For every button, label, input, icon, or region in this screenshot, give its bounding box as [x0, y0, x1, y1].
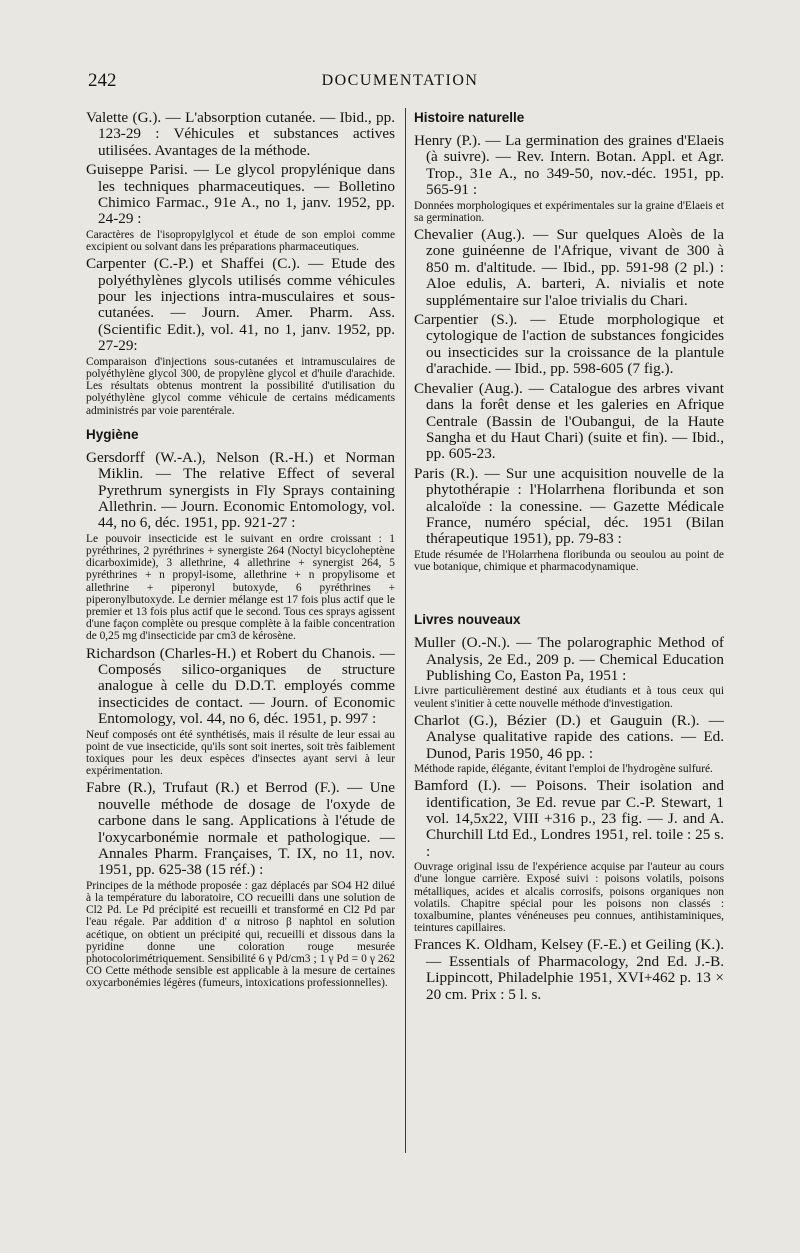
entry-citation: Chevalier (Aug.). — Sur quelques Aloès de la zone guinéenne de l'Afrique, vivant de 300 à 850 m. d'altitude. — Ibid., pp. 591-98 (2 pl.) : Aloe edulis, A. barteri, A. nivialis et note supplémentaire sur l'aloe trivialis du Chari. — [414, 226, 724, 309]
entry-summary: Livre particulièrement destiné aux étudiants et à tous ceux qui veulent s'initier à cette nouvelle méthode d'investigation. — [414, 685, 724, 710]
bibliography-entry — [86, 110, 395, 159]
entry-summary: Ouvrage original issu de l'expérience acquise par l'auteur au cours d'une longue carrière. Exposé suivi : poisons volatils, poisons métalliques, acides et alcalis corrosifs, poisons organiques non volatils. Chapitre spécial pour les poisons non classés : toxalbumine, plantes vénéneuses peu connues, antihistaminiques, teintures capillaires. — [414, 861, 724, 935]
entry-citation: Henry (P.). — La germination des graines d'Elaeis (à suivre). — Rev. Intern. Botan. Appl. et Agr. Trop., 31e A., no 349-50, nov.-déc. 1951, pp. 565-91 : — [414, 132, 724, 199]
entry-citation: Chevalier (Aug.). — Catalogue des arbres vivant dans la forêt dense et les galeries en Afrique Centrale (Bassin de l'Oubangui, de la Haute Sangha et du Haut Chari) (suite et fin). — Ibid., pp. 605-23. — [414, 379, 724, 463]
entry-summary: Comparaison d'injections sous-cutanées et intramusculaires de polyéthylène glycol 300, de propylène glycol et d'huile d'arachide. Les résultats obtenus montrent la possibilité d'utilisation du polyéthylène glycol comme véhicule de certains médicaments administrés par voie parentérale. — [86, 355, 395, 417]
entry-citation: Guiseppe Parisi. — Le glycol propylénique dans les techniques pharmaceutiques. — Bolletino Chimico Farmac., 91e A., no 1, janv. 1952, pp. 24-29 : — [86, 161, 395, 228]
entry-citation: Charlot (G.), Bézier (D.) et Gauguin (R.). — Analyse qualitative rapide des cations. — Ed. Dunod, Paris 1950, 46 pp. : — [414, 711, 724, 762]
entry-citation: Carpenter (C.-P.) et Shaffei (C.). — Etude des polyéthylènes glycols utilisés comme véhicules pour les injections intra-musculaires et sous-cutanées. — Journ. Amer. Pharm. Ass. (Scientific Edit.), vol. 41, no 1, janv. 1952, pp. 27-29: — [86, 255, 395, 355]
entry-citation: Muller (O.-N.). — The polarographic Method of Analysis, 2e Ed., 209 p. — Chemical Education Publishing Co, Easton Pa, 1951 : — [414, 634, 724, 684]
entry-summary: Données morphologiques et expérimentales sur la graine d'Elaeis et sa germination. — [414, 199, 724, 224]
page-number: 242 — [88, 70, 117, 91]
running-title: DOCUMENTATION — [321, 72, 479, 89]
right-column — [414, 110, 724, 1006]
bibliography-entry — [414, 227, 724, 309]
left-column — [86, 110, 395, 993]
section-heading: Histoire naturelle — [414, 110, 525, 125]
bibliography-entry — [414, 312, 724, 378]
entry-citation: Richardson (Charles-H.) et Robert du Chanois. — Composés silico-organiques de structure analogue à celle du D.D.T. employés comme insecticides de contact. — Journ. of Economic Entomology, vol. 44, no 6, déc. 1951, p. 997 : — [86, 644, 395, 728]
entry-citation: Gersdorff (W.-A.), Nelson (R.-H.) et Norman Miklin. — The relative Effect of several Pyrethrum synergists in Fly Sprays containing Allethrin. — Journ. Economic Entomology, vol. 44, no 6, déc. 1951, pp. 921-27 : — [86, 448, 395, 532]
bibliography-entry — [86, 450, 395, 643]
bibliography-entry — [86, 256, 395, 416]
entry-citation: Valette (G.). — L'absorption cutanée. — Ibid., pp. 123-29 : Véhicules et substances actives utilisées. Avantages de la méthode. — [86, 109, 395, 159]
bibliography-entry — [86, 646, 395, 778]
bibliography-entry — [414, 466, 724, 573]
section-heading: Livres nouveaux — [414, 612, 521, 628]
entry-summary: Le pouvoir insecticide est le suivant en ordre croissant : 1 pyréthrines, 2 pyréthrines + synergiste 264 (Noctyl bicycloheptène dicarboximide), 3 allethrine, 4 allethrine + synergist 264, 5 pyréthrines + n propyl-isome, allethrine + n propylisome et allethrine + piperonyl butoxyde, 6 pyréthrines + piperonylbutoxyde. Le dernier mélange est 17 fois plus actif que le premier et 13 fois plus actif que le second. Tous ces sprays agissent d'une façon complète ou presque complète à la faible concentration de 0,25 mg d'insecticide par cm3 de kérosène. — [86, 532, 395, 643]
bibliography-entry — [414, 937, 724, 1003]
entry-citation: Bamford (I.). — Poisons. Their isolation and identification, 3e Ed. revue par C.-P. Stewart, 1 vol. 14,5x22, VIII +316 p., 23 fig. — J. and A. Churchill Ltd Ed., Londres 1951, rel. toile : 25 s. : — [414, 777, 724, 860]
bibliography-entry — [86, 780, 395, 989]
bibliography-entry — [86, 162, 395, 253]
entry-summary: Méthode rapide, élégante, évitant l'emploi de l'hydrogène sulfuré. — [414, 763, 713, 775]
entry-summary: Caractères de l'isopropylglycol et étude de son emploi comme excipient ou solvant dans les préparations pharmaceutiques. — [86, 228, 395, 254]
bibliography-entry — [414, 778, 724, 934]
bibliography-entry — [414, 381, 724, 463]
entry-citation: Carpentier (S.). — Etude morphologique et cytologique de l'action de substances fongicides ou insecticides sur la croissance de la plantule d'arachide. — Ibid., pp. 598-605 (7 fig.). — [414, 311, 724, 378]
bibliography-entry — [414, 635, 724, 710]
bibliography-entry — [414, 713, 724, 775]
entry-summary: Neuf composés ont été synthétisés, mais il résulte de leur essai au point de vue insecticide, qu'ils sont soit inertes, soit très faiblement toxiques pour les deux espèces d'insectes ayant servi à leur expérimentation. — [86, 728, 395, 778]
entry-summary: Principes de la méthode proposée : gaz déplacés par SO4 H2 dilué à la température du laboratoire, CO recueilli dans une solution de Cl2 Pd. Le Pd précipité est recueilli et transformé en Cl2 Pd par l'eau régale. Par addition d' α nitroso β naphtol en solution acétique, on obtient un précipité qui, recueilli et dissous dans la pyridine donne une coloration rouge mesurée photocolorimétriquement. Sensibilité 6 γ Pd/cm3 ; 1 γ Pd = 0 γ 262 CO Cette méthode sensible est applicable à la mesure de certaines oxycarbonémies légères (fumeurs, intoxications professionnelles). — [86, 879, 395, 990]
section-heading: Hygiène — [86, 426, 139, 442]
bibliography-entry — [414, 133, 724, 224]
entry-citation: Fabre (R.), Trufaut (R.) et Berrod (F.). — Une nouvelle méthode de dosage de l'oxyde de carbone dans le sang. Applications à l'étude de l'oxycarbonémie normale et pathologique. — Annales Pharm. Françaises, T. IX, no 11, nov. 1951, pp. 625-38 (15 réf.) : — [86, 779, 395, 879]
entry-citation: Frances K. Oldham, Kelsey (F.-E.) et Geiling (K.). — Essentials of Pharmacology, 2nd Ed. J.-B. Lippincott, Philadelphie 1951, XVI+462 p. 13 × 20 cm. Prix : 5 l. s. — [414, 936, 724, 1003]
entry-summary: Etude résumée de l'Holarrhena floribunda ou seoulou au point de vue botanique, chimique et pharmacodynamique. — [414, 548, 724, 573]
section-spacer — [414, 576, 724, 602]
entry-citation: Paris (R.). — Sur une acquisition nouvelle de la phytothérapie : l'Holarrhena floribunda et son alcaloïde : la conessine. — Gazette Médicale France, numéro spécial, déc. 1951 (Bilan thérapeutique 1951), pp. 79-83 : — [414, 464, 724, 548]
column-rule — [405, 108, 406, 1153]
